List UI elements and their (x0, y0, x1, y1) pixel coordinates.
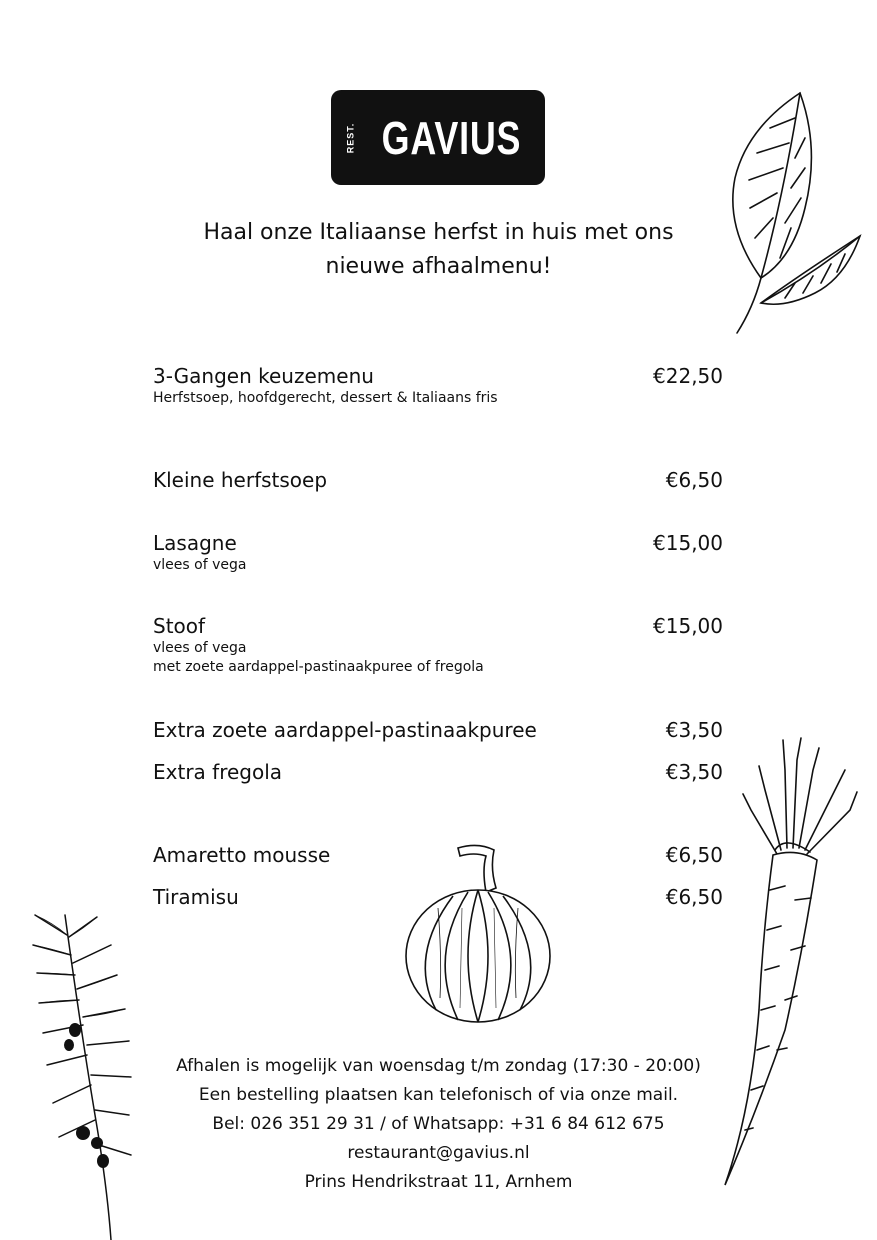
menu-item-desc: vlees of vega (153, 640, 247, 656)
menu-item-extra-puree (153, 717, 723, 743)
menu-item-desc: met zoete aardappel-pastinaakpuree of fregola (153, 659, 484, 675)
menu-item-title: Kleine herfstsoep (153, 468, 328, 492)
pumpkin-icon (398, 838, 558, 1028)
menu-item-title: Extra fregola (153, 760, 283, 784)
menu-item-title: Tiramisu (153, 885, 239, 909)
menu-item-title: Stoof (153, 614, 206, 638)
menu-item-price: €6,50 (665, 468, 723, 492)
logo-rest-label: REST. (345, 122, 356, 153)
olive-branch-icon (25, 905, 145, 1240)
menu-item-lasagne (153, 530, 723, 575)
tagline-line-1: Haal onze Italiaanse herfst in huis met ons (203, 220, 674, 245)
menu-item-price: €22,50 (653, 364, 723, 388)
pickup-hours: Afhalen is mogelijk van woensdag t/m zondag (17:30 - 20:00) (176, 1056, 701, 1076)
menu-item-soup (153, 467, 723, 493)
leaf-icon (725, 88, 865, 338)
menu-item-desc: Herfstsoep, hoofdgerecht, dessert & Italiaans fris (153, 390, 498, 406)
logo (331, 90, 545, 185)
menu-item-stoof (153, 613, 723, 677)
menu-item-price: €15,00 (653, 531, 723, 555)
menu-item-price: €3,50 (665, 718, 723, 742)
menu-item-price: €3,50 (665, 760, 723, 784)
menu-item-price: €6,50 (665, 885, 723, 909)
email-link[interactable]: restaurant@gavius.nl (347, 1143, 530, 1163)
menu-item-price: €6,50 (665, 843, 723, 867)
menu-item-title: Extra zoete aardappel-pastinaakpuree (153, 718, 537, 742)
menu-item-title: Amaretto mousse (153, 843, 331, 867)
menu-item-price: €15,00 (653, 614, 723, 638)
menu-item-title: 3-Gangen keuzemenu (153, 364, 374, 388)
order-info: Een bestelling plaatsen kan telefonisch of via onze mail. (198, 1085, 679, 1105)
menu-item-three-course (153, 363, 723, 408)
footer-info (120, 1052, 757, 1197)
menu-item-desc: vlees of vega (153, 557, 247, 573)
address: Prins Hendrikstraat 11, Arnhem (304, 1172, 573, 1192)
menu-item-title: Lasagne (153, 531, 237, 555)
phone-info: Bel: 026 351 29 31 / of Whatsapp: +31 6 84 612 675 (212, 1114, 665, 1134)
carrot-icon (715, 730, 865, 1195)
tagline (130, 216, 747, 284)
tagline-line-2: nieuwe afhaalmenu! (325, 254, 552, 279)
menu-item-extra-fregola (153, 759, 723, 785)
logo-name: GAVIUS (381, 111, 522, 164)
